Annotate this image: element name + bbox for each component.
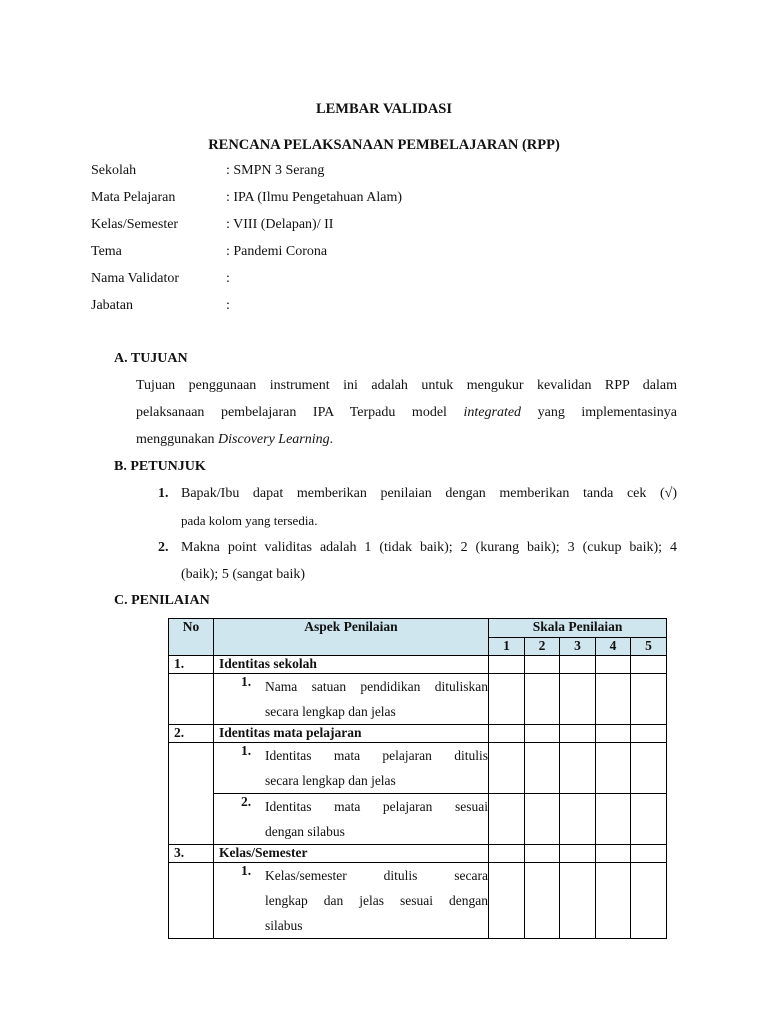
scale-header-5: 5: [631, 638, 667, 656]
scale-cell[interactable]: [489, 863, 525, 939]
instruction-line: Bapak/Ibu dapat memberikan penilaian dengan memberikan tanda cek (√): [181, 486, 677, 501]
criterion-number: 1.: [241, 674, 252, 689]
scale-cell[interactable]: [560, 845, 596, 863]
scale-cell[interactable]: [525, 743, 560, 794]
section-title: Identitas sekolah: [214, 656, 489, 674]
criterion-number: 1.: [241, 863, 252, 878]
label-mata-pelajaran: Mata Pelajaran: [91, 190, 176, 205]
scale-cell[interactable]: [525, 674, 560, 725]
criterion: [214, 863, 489, 939]
row-number: 3.: [169, 845, 214, 863]
section-a-heading: A. TUJUAN: [114, 351, 188, 366]
instruction-number: 1.: [158, 486, 169, 501]
scale-cell[interactable]: [525, 725, 560, 743]
scale-cell[interactable]: [596, 863, 631, 939]
value-tema: : Pandemi Corona: [226, 244, 328, 259]
table-row: [169, 845, 667, 863]
label-sekolah: Sekolah: [91, 163, 137, 178]
scale-cell[interactable]: [596, 725, 631, 743]
scale-cell[interactable]: [489, 845, 525, 863]
section-a-line-2: pelaksanaan pembelajaran IPA Terpadu model integrated yang implementasinya: [136, 405, 678, 420]
value-nama-validator: :: [226, 271, 230, 286]
scale-header-1: 1: [489, 638, 525, 656]
scale-cell[interactable]: [489, 743, 525, 794]
section-a-line-3: menggunakan Discovery Learning.: [136, 432, 334, 447]
section-title: Identitas mata pelajaran: [214, 725, 489, 743]
section-b-heading: B. PETUNJUK: [114, 459, 206, 474]
instruction-line: (baik); 5 (sangat baik): [181, 567, 306, 582]
scale-cell[interactable]: [631, 794, 667, 845]
table-row: [169, 656, 667, 674]
scale-cell[interactable]: [596, 743, 631, 794]
scale-cell[interactable]: [560, 674, 596, 725]
scale-cell[interactable]: [525, 794, 560, 845]
criterion-text: dengan silabus: [265, 824, 345, 839]
criterion: [214, 743, 489, 794]
scale-header-3: 3: [560, 638, 596, 656]
scale-cell[interactable]: [489, 656, 525, 674]
section-c-heading: C. PENILAIAN: [114, 593, 210, 608]
criterion-text: secara lengkap dan jelas: [265, 773, 396, 788]
row-number: 2.: [169, 725, 214, 743]
scale-cell[interactable]: [489, 674, 525, 725]
scale-cell[interactable]: [631, 656, 667, 674]
label-tema: Tema: [91, 244, 122, 259]
table-row: [169, 674, 667, 725]
scale-header-2: 2: [525, 638, 560, 656]
criterion: [214, 794, 489, 845]
table-row: [169, 743, 667, 794]
criterion-text: lengkap dan jelas sesuai dengan: [265, 893, 488, 908]
criterion-text: Identitas mata pelajaran ditulis: [265, 748, 488, 763]
value-kelas-semester: : VIII (Delapan)/ II: [226, 217, 334, 232]
scale-cell[interactable]: [596, 656, 631, 674]
value-mata-pelajaran: : IPA (Ilmu Pengetahuan Alam): [226, 190, 403, 205]
document-subtitle: RENCANA PELAKSANAAN PEMBELAJARAN (RPP): [208, 137, 560, 153]
criterion-text: silabus: [265, 918, 303, 933]
italic-term-discovery-learning: Discovery Learning: [218, 432, 330, 447]
scale-cell[interactable]: [560, 863, 596, 939]
scale-cell[interactable]: [631, 863, 667, 939]
scale-cell[interactable]: [631, 845, 667, 863]
row-number: 1.: [169, 656, 214, 674]
scale-cell[interactable]: [596, 794, 631, 845]
scale-cell[interactable]: [489, 725, 525, 743]
criterion-number: 1.: [241, 743, 252, 758]
scale-header-4: 4: [596, 638, 631, 656]
scale-cell[interactable]: [489, 794, 525, 845]
scale-cell[interactable]: [525, 656, 560, 674]
header-aspek: Aspek Penilaian: [214, 619, 489, 656]
criterion-text: Nama satuan pendidikan dituliskan: [265, 679, 488, 694]
scale-cell[interactable]: [596, 674, 631, 725]
scale-cell[interactable]: [631, 725, 667, 743]
scale-cell[interactable]: [560, 656, 596, 674]
instruction-line: pada kolom yang tersedia.: [181, 513, 318, 528]
label-kelas-semester: Kelas/Semester: [91, 217, 179, 232]
label-nama-validator: Nama Validator: [91, 271, 179, 286]
criterion-text: Identitas mata pelajaran sesuai: [265, 799, 488, 814]
scale-cell[interactable]: [631, 743, 667, 794]
scale-cell[interactable]: [525, 845, 560, 863]
header-skala: Skala Penilaian: [489, 619, 667, 638]
table-row: [169, 725, 667, 743]
label-jabatan: Jabatan: [91, 298, 133, 313]
section-a-line-1: Tujuan penggunaan instrument ini adalah untuk mengukur kevalidan RPP dalam: [136, 378, 677, 393]
scale-cell[interactable]: [596, 845, 631, 863]
document-title: LEMBAR VALIDASI: [315, 101, 453, 117]
scale-cell[interactable]: [560, 743, 596, 794]
table-row: [169, 794, 667, 845]
scale-cell[interactable]: [560, 725, 596, 743]
value-sekolah: : SMPN 3 Serang: [226, 163, 325, 178]
criterion: [214, 674, 489, 725]
value-jabatan: :: [226, 298, 230, 313]
assessment-table: [168, 618, 667, 939]
criterion-text: Kelas/semester ditulis secara: [265, 868, 488, 883]
instruction-number: 2.: [158, 540, 169, 555]
section-title: Kelas/Semester: [214, 845, 489, 863]
table-row: [169, 863, 667, 939]
criterion-text: secara lengkap dan jelas: [265, 704, 396, 719]
header-no: No: [169, 619, 214, 656]
criterion-number: 2.: [241, 794, 252, 809]
italic-term-integrated: integrated: [463, 405, 522, 420]
scale-cell[interactable]: [525, 863, 560, 939]
instruction-line: Makna point validitas adalah 1 (tidak baik); 2 (kurang baik); 3 (cukup baik); 4: [181, 540, 677, 555]
scale-cell[interactable]: [560, 794, 596, 845]
scale-cell[interactable]: [631, 674, 667, 725]
